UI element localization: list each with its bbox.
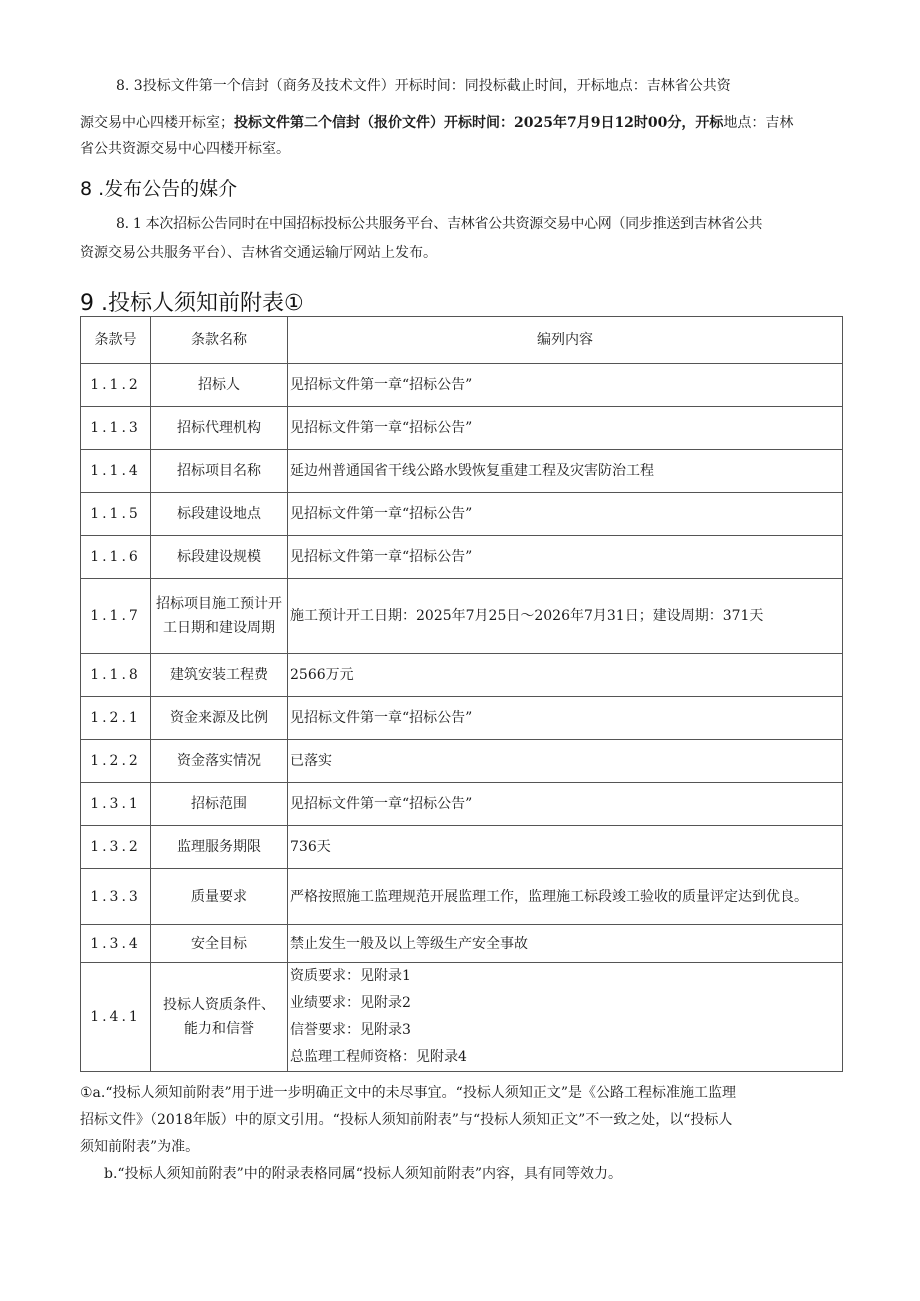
footnotes — [80, 1080, 842, 1188]
section-8-3-line2 — [80, 109, 840, 138]
table-row — [81, 783, 843, 826]
header-clause-number: 条款号 — [81, 317, 151, 364]
performance-item: 业绩要求：见附录2 — [290, 995, 411, 1011]
row-clause-name: 投标人资质条件、能力和信誉 — [151, 963, 288, 1072]
section-8-3-line3: 省公共资源交易中心四楼开标室。 — [80, 141, 290, 157]
row-content-project-name: 延边州普通国省干线公路水毁恢复重建工程及灾害防治工程 — [288, 450, 843, 493]
row-clause-name: 资金落实情况 — [151, 740, 288, 783]
table-row — [81, 740, 843, 783]
row-clause-name: 建筑安装工程费 — [151, 654, 288, 697]
table-header-row — [81, 317, 843, 364]
row-clause-number: 1.2.2 — [81, 740, 151, 783]
row-clause-number: 1.1.6 — [81, 536, 151, 579]
row-content: 见招标文件第一章“招标公告” — [288, 407, 843, 450]
section-8-3 — [80, 72, 840, 160]
table-row — [81, 963, 843, 1072]
row-content: 禁止发生一般及以上等级生产安全事故 — [288, 925, 843, 963]
row-clause-name: 标段建设规模 — [151, 536, 288, 579]
row-clause-number: 1.1.5 — [81, 493, 151, 536]
section-9-heading: 9 .投标人须知前附表① — [80, 291, 304, 316]
section-8-heading: 8 .发布公告的媒介 — [80, 178, 238, 200]
bidder-notice-table — [80, 316, 843, 1072]
row-content: 施工预计开工日期：2025年7月25日～2026年7月31日；建设周期：371天 — [288, 579, 843, 654]
row-clause-number: 1.1.4 — [81, 450, 151, 493]
row-clause-name: 招标范围 — [151, 783, 288, 826]
footnote-b-line: b.“投标人须知前附表”中的附录表格同属“投标人须知前附表”内容，具有同等效力。 — [104, 1166, 623, 1182]
row-clause-number: 1.3.3 — [81, 869, 151, 925]
row-content: 严格按照施工监理规范开展监理工作，监理施工标段竣工验收的质量评定达到优良。 — [288, 869, 843, 925]
row-clause-name: 招标项目名称 — [151, 450, 288, 493]
row-clause-number: 1.1.2 — [81, 364, 151, 407]
section-8-1-line2: 资源交易公共服务平台）、吉林省交通运输厅网站上发布。 — [80, 245, 437, 261]
footnote-a-line2: 招标文件》（2018年版）中的原文引用。“投标人须知前附表”与“投标人须知正文”不一致之处，以“投标人 — [80, 1112, 733, 1128]
row-content: 2566万元 — [288, 654, 843, 697]
row-clause-name: 资金来源及比例 — [151, 697, 288, 740]
table-row — [81, 869, 843, 925]
row-clause-number: 1.2.1 — [81, 697, 151, 740]
row-content: 736天 — [288, 826, 843, 869]
row-clause-name: 标段建设地点 — [151, 493, 288, 536]
line2-start: 源交易中心四楼开标室； — [80, 115, 234, 131]
row-clause-name: 招标代理机构 — [151, 407, 288, 450]
table-row — [81, 579, 843, 654]
row-clause-number: 1.3.4 — [81, 925, 151, 963]
row-clause-number: 1.3.1 — [81, 783, 151, 826]
section-8-1 — [80, 210, 840, 268]
section-8-1-line1: 8. 1 本次招标公告同时在中国招标投标公共服务平台、吉林省公共资源交易中心网（同步推送到吉林省公共 — [116, 216, 763, 232]
table-row — [81, 364, 843, 407]
table-row — [81, 826, 843, 869]
row-content: 见招标文件第一章“招标公告” — [288, 536, 843, 579]
qualification-item: 资质要求：见附录1 — [290, 968, 411, 984]
table-row — [81, 450, 843, 493]
table-row — [81, 925, 843, 963]
line2-end: 地点：吉林 — [723, 115, 794, 131]
row-content: 见招标文件第一章“招标公告” — [288, 783, 843, 826]
footnote-a-line3: 须知前附表”为准。 — [80, 1139, 200, 1155]
header-content: 编列内容 — [288, 317, 843, 364]
table-row — [81, 407, 843, 450]
row-content: 已落实 — [288, 740, 843, 783]
row-clause-name: 招标项目施工预计开工日期和建设周期 — [151, 579, 288, 654]
row-clause-number: 1.1.7 — [81, 579, 151, 654]
footnote-a-line1: ①a.“投标人须知前附表”用于进一步明确正文中的未尽事宜。“投标人须知正文”是《公路工程标准施工监理 — [80, 1085, 736, 1101]
row-clause-name: 安全目标 — [151, 925, 288, 963]
row-clause-name: 招标人 — [151, 364, 288, 407]
row-content-qualifications — [288, 963, 843, 1072]
chief-engineer-item: 总监理工程师资格：见附录4 — [290, 1049, 467, 1065]
line2-bold: 投标文件第二个信封（报价文件）开标时间：2025年7月9日12时00分，开标 — [234, 115, 724, 131]
reputation-item: 信誉要求：见附录3 — [290, 1022, 411, 1038]
row-clause-number: 1.4.1 — [81, 963, 151, 1072]
row-clause-number: 1.1.3 — [81, 407, 151, 450]
section-8-3-line1: 8. 3投标文件第一个信封（商务及技术文件）开标时间：同投标截止时间，开标地点：吉林省公共资 — [116, 78, 731, 94]
row-clause-number: 1.1.8 — [81, 654, 151, 697]
table-row — [81, 536, 843, 579]
row-clause-number: 1.3.2 — [81, 826, 151, 869]
table-row — [81, 697, 843, 740]
row-content: 见招标文件第一章“招标公告” — [288, 697, 843, 740]
row-clause-name: 监理服务期限 — [151, 826, 288, 869]
header-clause-name: 条款名称 — [151, 317, 288, 364]
table-row — [81, 654, 843, 697]
table-row — [81, 493, 843, 536]
row-content: 见招标文件第一章“招标公告” — [288, 493, 843, 536]
row-content: 见招标文件第一章“招标公告” — [288, 364, 843, 407]
row-clause-name: 质量要求 — [151, 869, 288, 925]
